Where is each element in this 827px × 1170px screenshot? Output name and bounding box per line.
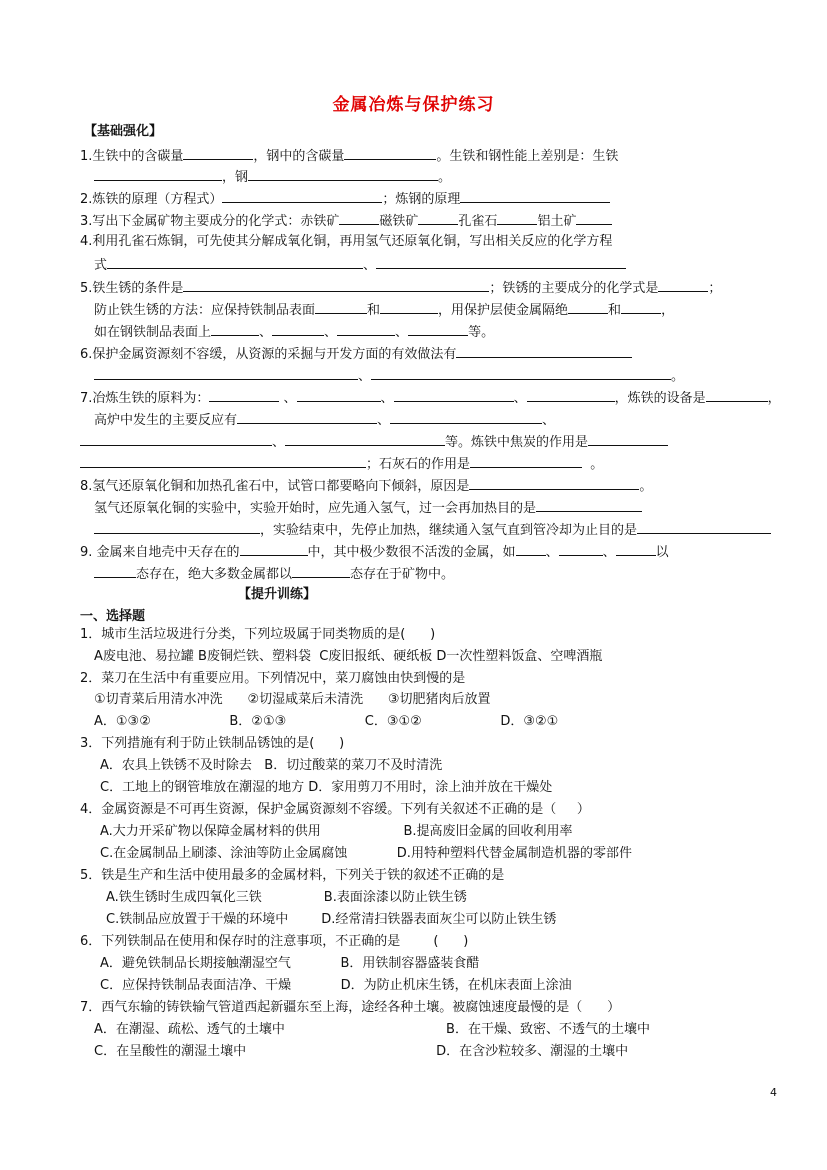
choice-q5-options-cd: C.铁制品应放置于干燥的环境中 D.经常清扫铁器表面灰尘可以防止铁生锈 [106,912,557,927]
choice-q5-options-ab: A.铁生锈时生成四氧化三铁 B.表面涂漆以防止铁生锈 [106,890,467,905]
basic-q1-line2: ，钢 。 [94,166,451,188]
basic-q5-line3: 如在钢铁制品表面上 、 、 、 等。 [94,321,494,343]
basic-q8-line3: ，实验结束中，先停止加热，继续通入氢气直到管冷却为止目的是 [94,519,771,541]
basic-q9-line1: 9. 金属来自地壳中天存在的 中，其中极少数很不活泼的金属，如 、 、 以 [80,541,669,563]
choice-q4-options-cd: C.在金属制品上刷漆、涂油等防止金属腐蚀 D.用特种塑料代替金属制造机器的零部件 [100,846,632,861]
basic-q6-line2: 、 。 [94,365,684,387]
basic-q7-line2: 高炉中发生的主要反应有 、 、 [94,409,555,431]
basic-q8-line1: 8.氢气还原氧化铜和加热孔雀石中，试管口都要略向下倾斜，原因是 。 [80,475,652,497]
basic-q1-line1: 1.生铁中的含碳量 ，钢中的含碳量 。生铁和钢性能上差别是：生铁 [80,145,618,167]
section-choice-heading: 一、选择题 [80,609,146,624]
choice-q6-options-cd: C．应保持铁制品表面洁净、干燥 D．为防止机床生锈，在机床表面上涂油 [100,978,572,993]
choice-q2-items: ①切青菜后用清水冲洗 ②切湿咸菜后未清洗 ③切肥猪肉后放置 [94,692,491,707]
choice-q6-stem: 6．下列铁制品在使用和保存时的注意事项，不正确的是 ( ) [80,934,469,949]
basic-q7-line1: 7.冶炼生铁的原料为： 、 、 、 ，炼铁的设备是 ， [80,387,781,409]
choice-q3-options-ab: A．农具上铁锈不及时除去 B．切过酸菜的菜刀不及时清洗 [100,758,443,773]
basic-q8-line2: 氢气还原氧化铜的实验中，实验开始时，应先通入氢气，过一会再加热目的是 [94,497,642,519]
basic-q7-line4: ；石灰石的作用是 。 [80,453,603,475]
choice-q2-options: A．①③② B．②①③ C．③①② D．③②① [94,714,559,729]
page-title: 金属冶炼与保护练习 [332,95,495,115]
section-basic-heading: 【基础强化】 [84,124,163,139]
section-advanced-heading: 【提升训练】 [238,587,317,602]
choice-q7-options-cd: C．在呈酸性的潮湿土壤中 D．在含沙粒较多、潮湿的土壤中 [94,1044,629,1059]
choice-q3-stem: 3．下列措施有利于防止铁制品锈蚀的是( ) [80,736,345,751]
choice-q3-options-cd: C．工地上的钢管堆放在潮湿的地方 D．家用剪刀不用时，涂上油并放在干燥处 [100,780,553,795]
choice-q1-options: A废电池、易拉罐 B废铜烂铁、塑料袋 C废旧报纸、硬纸板 D一次性塑料饭盒、空啤酒瓶 [94,649,603,664]
choice-q4-stem: 4．金属资源是不可再生资源，保护金属资源刻不容缓。下列有关叙述不正确的是（ ） [80,802,590,817]
basic-q5-line2: 防止铁生锈的方法：应保持铁制品表面 和 ，用保护层使金属隔绝 和 ， [94,299,674,321]
basic-q3: 3.写出下金属矿物主要成分的化学式：赤铁矿 磁铁矿 孔雀石 铝土矿 [80,210,612,232]
basic-q4-line1: 4.利用孔雀石炼铜，可先使其分解成氧化铜，再用氢气还原氧化铜，写出相关反应的化学方程 [80,234,613,249]
basic-q7-line3: 、 等。炼铁中焦炭的作用是 [80,431,668,453]
basic-q2: 2.炼铁的原理（方程式） ；炼钢的原理 [80,188,610,210]
choice-q4-options-ab: A.大力开采矿物以保障金属材料的供用 B.提高废旧金属的回收利用率 [100,824,573,839]
choice-q1-stem: 1．城市生活垃圾进行分类，下列垃圾属于同类物质的是( ) [80,627,436,642]
choice-q7-options-ab: A．在潮湿、疏松、透气的土壤中 B．在干燥、致密、不透气的土壤中 [94,1022,650,1037]
basic-q5-line1: 5.铁生锈的条件是 ；铁锈的主要成分的化学式是 ； [80,277,721,299]
choice-q7-stem: 7．西气东输的铸铁输气管道西起新疆东至上海，途经各种土壤。被腐蚀速度最慢的是（ ） [80,1000,621,1015]
choice-q5-stem: 5．铁是生产和生活中使用最多的金属材料，下列关于铁的叙述不正确的是 [80,868,505,883]
basic-q4-line2: 式 、 [94,254,626,276]
basic-q9-line2: 态存在，绝大多数金属都以 态存在于矿物中。 [94,563,454,585]
page-number: 4 [770,1086,777,1099]
basic-q6-line1: 6.保护金属资源刻不容缓，从资源的采掘与开发方面的有效做法有 [80,343,632,365]
choice-q6-options-ab: A．避免铁制品长期接触潮湿空气 B．用铁制容器盛装食醋 [100,956,480,971]
choice-q2-stem: 2．菜刀在生活中有重要应用。下列情况中，菜刀腐蚀由快到慢的是 [80,671,466,686]
